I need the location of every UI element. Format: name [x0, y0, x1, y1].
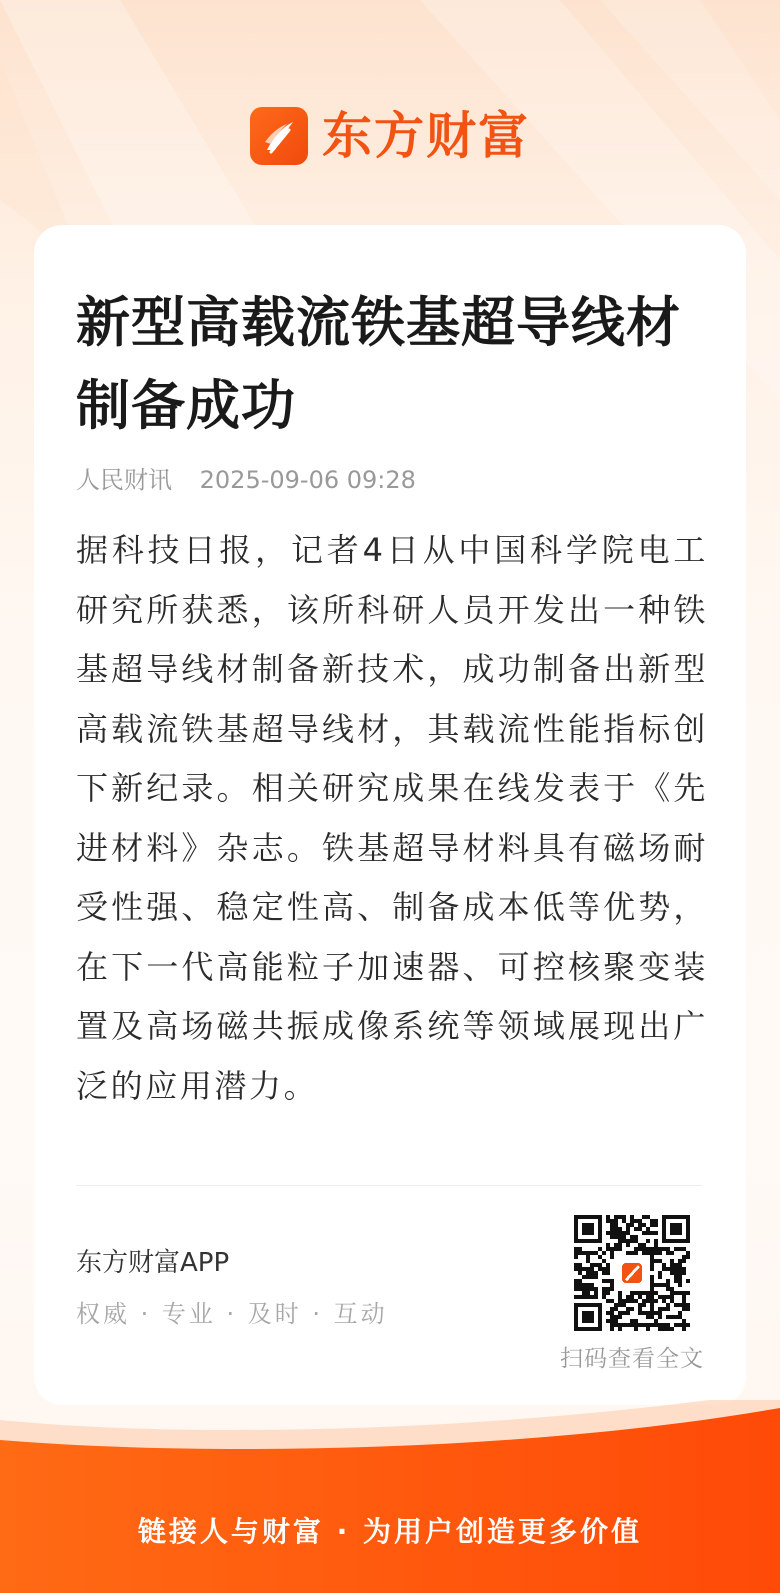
app-slogan: 权威 · 专业 · 及时 · 互动	[76, 1300, 388, 1328]
app-name: 东方财富APP	[76, 1248, 230, 1278]
divider	[76, 1185, 702, 1186]
article-datetime: 2025-09-06 09:28	[199, 466, 416, 494]
brand-header	[0, 104, 780, 168]
qr-caption: 扫码查看全文	[560, 1346, 704, 1372]
article-card	[34, 225, 746, 1405]
footer-tagline: 链接人与财富 · 为用户创造更多价值	[137, 1515, 643, 1548]
article-meta	[76, 463, 706, 497]
article-body: 据科技日报，记者4日从中国科学院电工研究所获悉，该所科研人员开发出一种铁基超导线材制备新技术，成功制备出新型高载流铁基超导线材，其载流性能指标创下新纪录。相关研究成果在线发表于《先进材料》杂志。铁基超导材料具有磁场耐受性强、稳定性高、制备成本低等优势，在下一代高能粒子加速器、可控核聚变装置及高场磁共振成像系统等领域展现出广泛的应用潜力。	[76, 531, 708, 1105]
qr-code-icon[interactable]	[574, 1215, 690, 1331]
footer-wave	[0, 1400, 780, 1593]
brand-name: 东方财富	[322, 107, 530, 165]
article-source: 人民财讯	[76, 466, 172, 494]
east-money-logo-icon	[250, 107, 308, 165]
article-title: 新型高载流铁基超导线材制备成功	[76, 290, 681, 437]
